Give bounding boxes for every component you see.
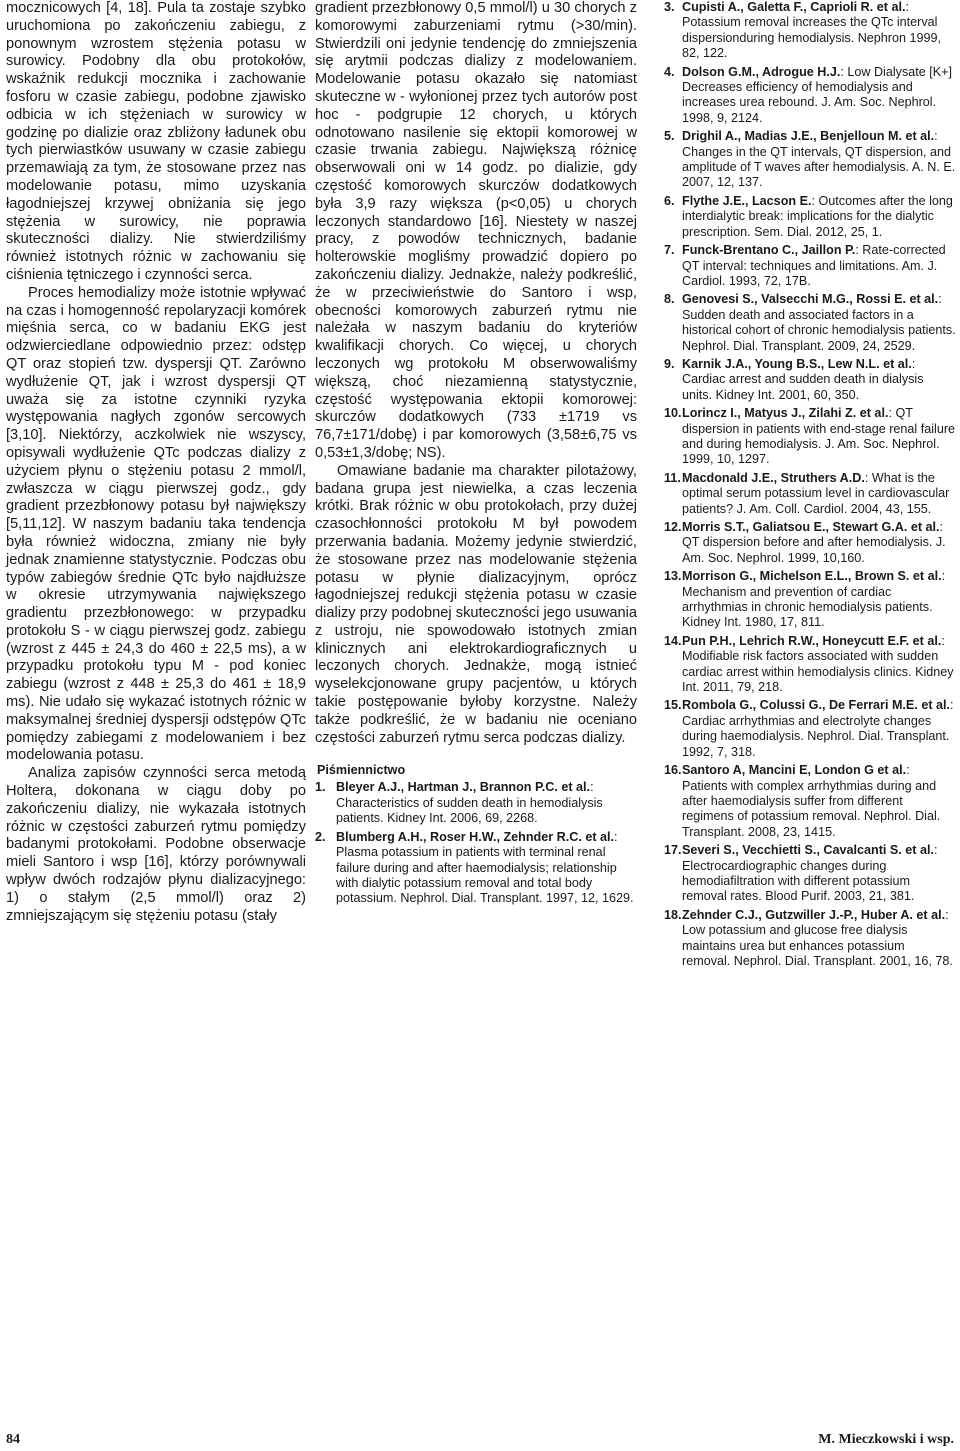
reference-number: 15. [664, 698, 682, 713]
reference-item [664, 357, 956, 403]
reference-text: : Modifiable risk factors associated with sudden cardiac arrest within hemodialysis clinics. Kidney Int. 2011, 79, 218. [682, 633, 954, 695]
reference-item [664, 698, 956, 760]
reference-authors: Drighil A., Madias J.E., Benjelloun M. et al. [682, 129, 935, 144]
reference-text: : Electrocardiographic changes during hemodiafiltration with different potassium removal rates. Blood Purif. 2003, 21, 381. [682, 843, 938, 904]
reference-text: : QT dispersion before and after hemodialysis. J. Am. Soc. Nephrol. 1999, 10,160. [682, 520, 946, 565]
reference-number: 5. [664, 129, 675, 144]
reference-number: 14. [664, 633, 682, 648]
reference-authors: Bleyer A.J., Hartman J., Brannon P.C. et al. [336, 780, 591, 795]
reference-text: : Patients with complex arrhythmias during and after haemodialysis suffer from different regimens of potassium removal. Nephrol. Dial. Transplant. 2008, 23, 1415. [682, 763, 941, 839]
reference-text: : Rate-corrected QT interval: techniques and limitations. Am. J. Cardiol. 1993, 72, 17B. [682, 243, 946, 288]
reference-text: : Characteristics of sudden death in hemodialysis patients. Kidney Int. 2006, 69, 2268. [336, 780, 603, 826]
reference-text: : QT dispersion in patients with end-stage renal failure and during hemodialysis. J. Am. Soc. Nephrol. 1999, 10, 1297. [682, 406, 956, 467]
reference-text: : What is the optimal serum potassium level in cardiovascular patients? J. Am. Coll. Cardiol. 2004, 43, 155. [682, 470, 950, 516]
reference-item [664, 634, 956, 696]
reference-authors: Severi S., Vecchietti S., Cavalcanti S. et al. [682, 843, 934, 858]
reference-authors: Lorincz I., Matyus J., Zilahi Z. et al. [682, 406, 889, 421]
reference-item [664, 763, 956, 840]
reference-number: 12. [664, 520, 682, 534]
reference-text: : Cardiac arrhythmias and electrolyte changes during haemodialysis. Nephrol. Dial. Transplant. 1992, 7, 318. [682, 698, 954, 759]
body-text [315, 0, 637, 747]
text-column-2 [315, 0, 637, 910]
reference-item [664, 0, 956, 62]
references-column [664, 0, 956, 972]
reference-number: 1. [315, 780, 326, 795]
reference-authors: Genovesi S., Valsecchi M.G., Rossi E. et al. [682, 292, 939, 307]
reference-number: 16. [664, 763, 682, 778]
reference-number: 8. [664, 292, 675, 307]
reference-text: : Low potassium and glucose free dialysis maintains urea but enhances potassium removal. Nephrol. Dial. Transplant. 2001, 16, 78. [682, 907, 953, 968]
reference-text: : Low Dialysate [K+] Decreases efficiency of hemodialysis and increases urea rebound. J. Am. Soc. Nephrol. 1998, 9, 2124. [682, 64, 953, 125]
reference-list [315, 780, 637, 906]
reference-text: : Changes in the QT intervals, QT dispersion, and amplitude of T waves after hemodialysis. A. N. E. 2007, 12, 137. [682, 129, 956, 190]
reference-text: : Cardiac arrest and sudden death in dialysis units. Kidney Int. 2001, 60, 350. [682, 356, 924, 402]
reference-authors: Macdonald J.E., Struthers A.D. [682, 470, 865, 485]
reference-text: : Mechanism and prevention of cardiac arrhythmias in chronic hemodialysis patients. Kidney Int. 1980, 17, 811. [682, 569, 946, 630]
reference-number: 11. [664, 470, 681, 485]
reference-text: : Potassium removal increases the QTc interval dispersionduring hemodialysis. Nephron 1999, 82, 122. [682, 0, 942, 61]
reference-item [664, 406, 956, 468]
reference-number: 3. [664, 0, 675, 14]
reference-item [664, 520, 956, 566]
reference-item [664, 569, 956, 631]
reference-number: 18. [664, 907, 682, 922]
reference-authors: Cupisti A., Galetta F., Caprioli R. et al. [682, 0, 906, 14]
reference-text: : Plasma potassium in patients with terminal renal failure during and after haemodialysis; relationship with dialytic potassium removal and total body potassium. Nephrol. Dial. Transplant. 1997, 12, 1629. [336, 829, 634, 906]
reference-item [664, 194, 956, 240]
reference-number: 4. [664, 64, 675, 79]
paragraph: Proces hemodializy może istotnie wpływać na czas i homogenność repolaryzacji komórek mięśnia serca, co w badaniu EKG jest odzwierciedlane odpowiednio przez: odstęp QT oraz stopień tzw. dyspersji QT. Zarówno wydłużenie QT, jak i wzrost dyspersji QT uważa się za istotne czynniki ryzyka występowania nagłych zgonów sercowych [3,10]. Niektórzy, aczkolwiek nie wszyscy, opisywali wydłużenie QTc podczas dializy z użyciem płynu o stężeniu potasu 2 mmol/l, zwłaszcza w ciągu pierwszej godz., gdy gradient przezbłonowy potasu był największy [5,11,12]. W naszym badaniu taka tendencja była również widoczna, zmiany nie były jednak znamienne statystycznie. Podczas obu typów zabiegów średnie QTc było najdłuższe w okresie utrzymywania największego gradientu przezbłonowego: w przypadku protokołu S - w ciągu pierwszej godz. zabiegu (wzrost z 445 ± 24,3 do 460 ± 22,5 ms), a w przypadku protokołu typu M - pod koniec zabiegu (wzrost z 448 ± 25,3 do 461 ± 18,9 ms). Nie udało się wykazać istotnych różnic w maksymalnej średniej dyspersji odstępów QTc pomiędzy zabiegami z modelowaniem i bez modelowania potasu. [6, 284, 306, 764]
reference-authors: Morris S.T., Galiatsou E., Stewart G.A. et al. [682, 520, 940, 534]
reference-authors: Santoro A, Mancini E, London G et al. [682, 763, 907, 778]
reference-item [664, 843, 956, 905]
paragraph: Analiza zapisów czynności serca metodą Holtera, dokonana w ciągu doby po zakończeniu dializy, nie wykazała istotnych różnic w częstości zaburzeń rytmu pomiędzy badanymi protokołami. Podobne obserwacje mieli Santoro i wsp [16], którzy porównywali wpływ dwóch rodzajów płynu dializacyjnego: 1) o stałym (2,5 mmol/l) oraz 2) zmniejszającym się stężeniu potasu (stały [6, 765, 306, 924]
reference-number: 9. [664, 356, 675, 371]
reference-text: : Sudden death and associated factors in a historical cohort of chronic hemodialysis patients. Nephrol. Dial. Transplant. 2009, 24, 2529. [682, 292, 956, 353]
reference-item [664, 129, 956, 191]
reference-item [315, 780, 637, 826]
reference-number: 10. [664, 406, 682, 421]
reference-item [664, 243, 956, 289]
reference-authors: Funck-Brentano C., Jaillon P. [682, 243, 856, 258]
text-column-1 [6, 0, 306, 925]
reference-item [664, 65, 956, 127]
paragraph: Omawiane badanie ma charakter pilotażowy, badana grupa jest niewielka, a czas leczenia krótki. Brak różnic w obu protokołach, przy dużej czasochłonności protokołu M był powodem przerwania badania. Możemy jedynie stwierdzić, że stosowane przez nas modelowanie stężenia potasu w płynie dializacyjnym, oprócz łagodniejszej redukcji stężenia potasu w czasie dializy przy podobnej skuteczności jego usuwania z ustroju, nie spowodowało istotnych zmian klinicznych ani elektrokardiograficznych u leczonych chorych. Jednakże, mogą istnieć wyselekcjonowane grupy pacjentów, u których takie postępowanie byłoby korzystne. Należy także podkreślić, że w badaniu nie oceniano częstości zaburzeń rytmu serca podczas dializy. [315, 462, 637, 746]
reference-text: : Outcomes after the long interdialytic break: implications for the dialytic prescription. Sem. Dial. 2012, 25, 1. [682, 193, 953, 239]
reference-authors: Flythe J.E., Lacson E. [682, 193, 812, 208]
reference-authors: Pun P.H., Lehrich R.W., Honeycutt E.F. et al. [682, 633, 942, 648]
reference-authors: Dolson G.M., Adrogue H.J. [682, 64, 841, 79]
references-heading: Piśmiennictwo [317, 763, 406, 778]
reference-number: 6. [664, 193, 675, 208]
reference-item [315, 830, 637, 907]
page-number: 84 [6, 1432, 20, 1447]
reference-number: 17. [664, 843, 682, 858]
reference-authors: Blumberg A.H., Roser H.W., Zehnder R.C. et al. [336, 829, 615, 844]
reference-number: 2. [315, 829, 326, 844]
reference-authors: Rombola G., Colussi G., De Ferrari M.E. et al. [682, 698, 951, 713]
reference-authors: Zehnder C.J., Gutzwiller J.-P., Huber A. et al. [682, 907, 946, 922]
reference-number: 7. [664, 243, 675, 258]
paragraph: mocznicowych [4, 18]. Pula ta zostaje szybko uruchomiona po zakończeniu zabiegu, z ponownym wzrostem stężenia potasu w surowicy. Podobny dla obu protokołów, wskaźnik redukcji mocznika i zachowanie fosforu w czasie zabiegu, podobne zjawisko odbicia w ich stężeniach w surowicy w godzinę po dializie oraz zbliżony ładunek obu tych pierwiastków usuwany w czasie zabiegu przemawiają za tym, że stosowane przez nas modelowanie potasu, mimo uzyskania łagodniejszej krzywej obniżania się jego stężenia w surowicy, nie poprawia skuteczności dializy. Nie stwierdziliśmy również istotnych różnic w zachowaniu się ciśnienia tętniczego i czynności serca. [6, 0, 306, 283]
reference-authors: Morrison G., Michelson E.L., Brown S. et al. [682, 569, 942, 584]
reference-authors: Karnik J.A., Young B.S., Lew N.L. et al. [682, 356, 912, 371]
reference-item [664, 292, 956, 354]
reference-number: 13. [664, 569, 682, 584]
reference-item [664, 471, 956, 517]
paragraph: gradient przezbłonowy 0,5 mmol/l) u 30 chorych z komorowymi zaburzeniami rytmu (>30/min). Stwierdzili oni jedynie tendencję do zmniejszenia się arytmii podczas dializy z modelowaniem. Modelowanie potasu okazało się natomiast skuteczne w - wyłonionej przez tych autorów post hoc - podgrupie 12 chorych, u których odnotowano nasilenie się ektopii komorowej w czasie trwania zabiegu. Największą różnicę obserwowali oni w 14 godz. po dializie, gdy częstość komorowych skurczów dodatkowych była 3,9 razy większa (p<0,05) u chorych leczonych standardowo [16]. Niestety w naszej pracy, z powodów technicznych, badanie holterowskie mogliśmy prowadzić dopiero po zakończeniu dializy. Jednakże, należy podkreślić, że w przeciwieństwie do Santoro i wsp, obecności komorowych zaburzeń rytmu nie należała w naszym badaniu do kryteriów kwalifikacji chorych. Co więcej, u chorych leczonych wg protokołu M obserwowaliśmy większą, choć niezamienną statystycznie, częstość występowania ektopii komorowej: skurczów dodatkowych (733 ±1719 vs 76,7±171/dobę) i par komorowych (3,58±6,75 vs 0,53±1,3/dobę; NS). [315, 0, 637, 461]
running-author: M. Mieczkowski i wsp. [818, 1432, 954, 1447]
reference-item [664, 908, 956, 970]
reference-list [664, 0, 956, 969]
